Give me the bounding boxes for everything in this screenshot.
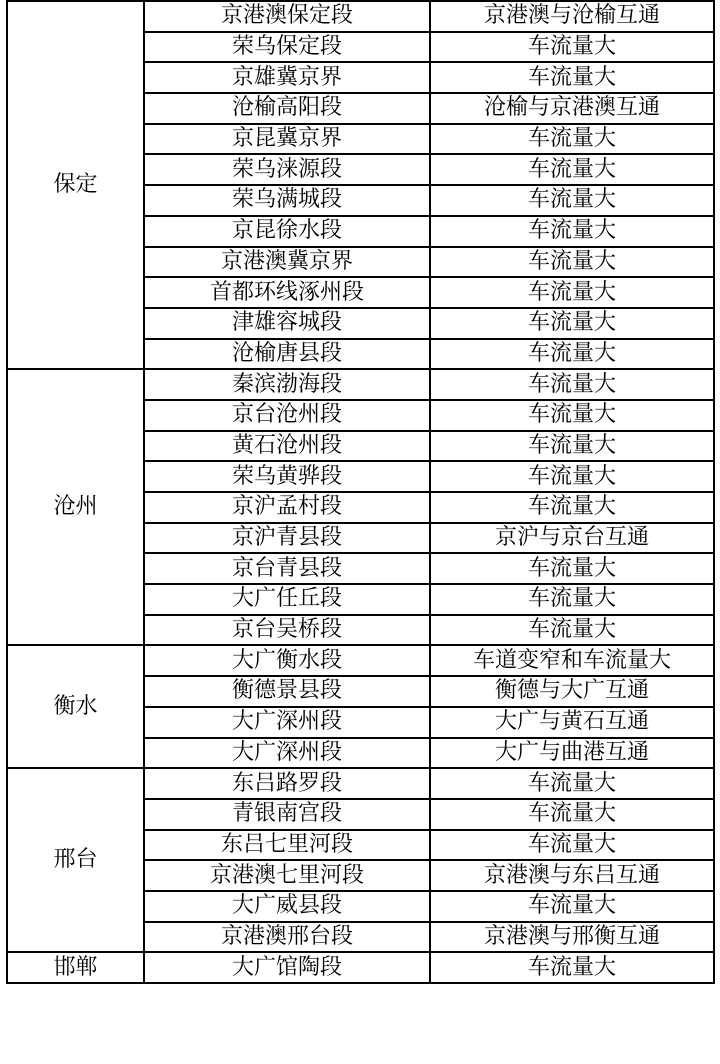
congestion-reason-cell: 车流量大 (430, 62, 714, 93)
road-section-cell: 京台吴桥段 (144, 615, 430, 646)
road-section-cell: 荣乌满城段 (144, 185, 430, 216)
congestion-reason-cell: 车流量大 (430, 431, 714, 462)
congestion-reason-cell: 车流量大 (430, 32, 714, 63)
congestion-reason-cell: 车流量大 (430, 154, 714, 185)
congestion-reason-cell: 车流量大 (430, 553, 714, 584)
road-section-cell: 京雄冀京界 (144, 62, 430, 93)
congestion-reason-cell: 京港澳与邢衡互通 (430, 922, 714, 953)
congestion-reason-cell: 车流量大 (430, 400, 714, 431)
road-section-cell: 荣乌涞源段 (144, 154, 430, 185)
road-section-cell: 京昆冀京界 (144, 124, 430, 155)
congestion-reason-cell: 京港澳与沧榆互通 (430, 1, 714, 32)
congestion-reason-cell: 车流量大 (430, 584, 714, 615)
congestion-reason-cell: 京港澳与东吕互通 (430, 860, 714, 891)
road-section-cell: 荣乌保定段 (144, 32, 430, 63)
road-section-cell: 京台青县段 (144, 553, 430, 584)
road-section-cell: 东吕路罗段 (144, 768, 430, 799)
road-section-cell: 东吕七里河段 (144, 830, 430, 861)
congestion-reason-cell: 车流量大 (430, 308, 714, 339)
table-row (7, 369, 714, 400)
road-section-cell: 京港澳七里河段 (144, 860, 430, 891)
road-section-cell: 荣乌黄骅段 (144, 461, 430, 492)
region-cell: 邯郸 (7, 952, 144, 983)
congestion-reason-cell: 大广与黄石互通 (430, 707, 714, 738)
region-cell: 邢台 (7, 768, 144, 952)
road-section-cell: 大广威县段 (144, 891, 430, 922)
congestion-reason-cell: 车流量大 (430, 369, 714, 400)
road-section-table (6, 0, 715, 984)
congestion-reason-cell: 车流量大 (430, 277, 714, 308)
road-section-cell: 沧榆高阳段 (144, 93, 430, 124)
table-row (7, 1, 714, 32)
congestion-reason-cell: 车流量大 (430, 185, 714, 216)
road-section-cell: 京沪青县段 (144, 523, 430, 554)
road-section-cell: 大广馆陶段 (144, 952, 430, 983)
road-section-cell: 京台沧州段 (144, 400, 430, 431)
table-row (7, 768, 714, 799)
road-section-cell: 京沪孟村段 (144, 492, 430, 523)
congestion-reason-cell: 车流量大 (430, 247, 714, 278)
road-section-cell: 大广衡水段 (144, 645, 430, 676)
road-section-cell: 青银南宫段 (144, 799, 430, 830)
congestion-reason-cell: 车流量大 (430, 952, 714, 983)
road-section-cell: 大广深州段 (144, 707, 430, 738)
congestion-reason-cell: 车道变窄和车流量大 (430, 645, 714, 676)
congestion-reason-cell: 车流量大 (430, 492, 714, 523)
congestion-reason-cell: 大广与曲港互通 (430, 738, 714, 769)
congestion-reason-cell: 衡德与大广互通 (430, 676, 714, 707)
congestion-reason-cell: 车流量大 (430, 216, 714, 247)
congestion-reason-cell: 车流量大 (430, 461, 714, 492)
road-section-cell: 黄石沧州段 (144, 431, 430, 462)
congestion-reason-cell: 车流量大 (430, 799, 714, 830)
road-section-cell: 京昆徐水段 (144, 216, 430, 247)
congestion-reason-cell: 车流量大 (430, 830, 714, 861)
road-section-cell: 衡德景县段 (144, 676, 430, 707)
congestion-reason-cell: 京沪与京台互通 (430, 523, 714, 554)
road-section-cell: 京港澳邢台段 (144, 922, 430, 953)
region-cell: 衡水 (7, 645, 144, 768)
road-section-cell: 沧榆唐县段 (144, 339, 430, 370)
congestion-reason-cell: 车流量大 (430, 124, 714, 155)
congestion-reason-cell: 车流量大 (430, 891, 714, 922)
region-cell: 沧州 (7, 369, 144, 645)
congestion-reason-cell: 沧榆与京港澳互通 (430, 93, 714, 124)
table-row (7, 952, 714, 983)
road-section-cell: 大广深州段 (144, 738, 430, 769)
road-section-cell: 京港澳保定段 (144, 1, 430, 32)
road-section-cell: 秦滨渤海段 (144, 369, 430, 400)
road-section-cell: 大广任丘段 (144, 584, 430, 615)
road-section-cell: 京港澳冀京界 (144, 247, 430, 278)
congestion-reason-cell: 车流量大 (430, 615, 714, 646)
road-section-cell: 津雄容城段 (144, 308, 430, 339)
congestion-reason-cell: 车流量大 (430, 768, 714, 799)
road-section-cell: 首都环线涿州段 (144, 277, 430, 308)
table-row (7, 645, 714, 676)
region-cell: 保定 (7, 1, 144, 369)
table-body (7, 1, 714, 983)
congestion-reason-cell: 车流量大 (430, 339, 714, 370)
